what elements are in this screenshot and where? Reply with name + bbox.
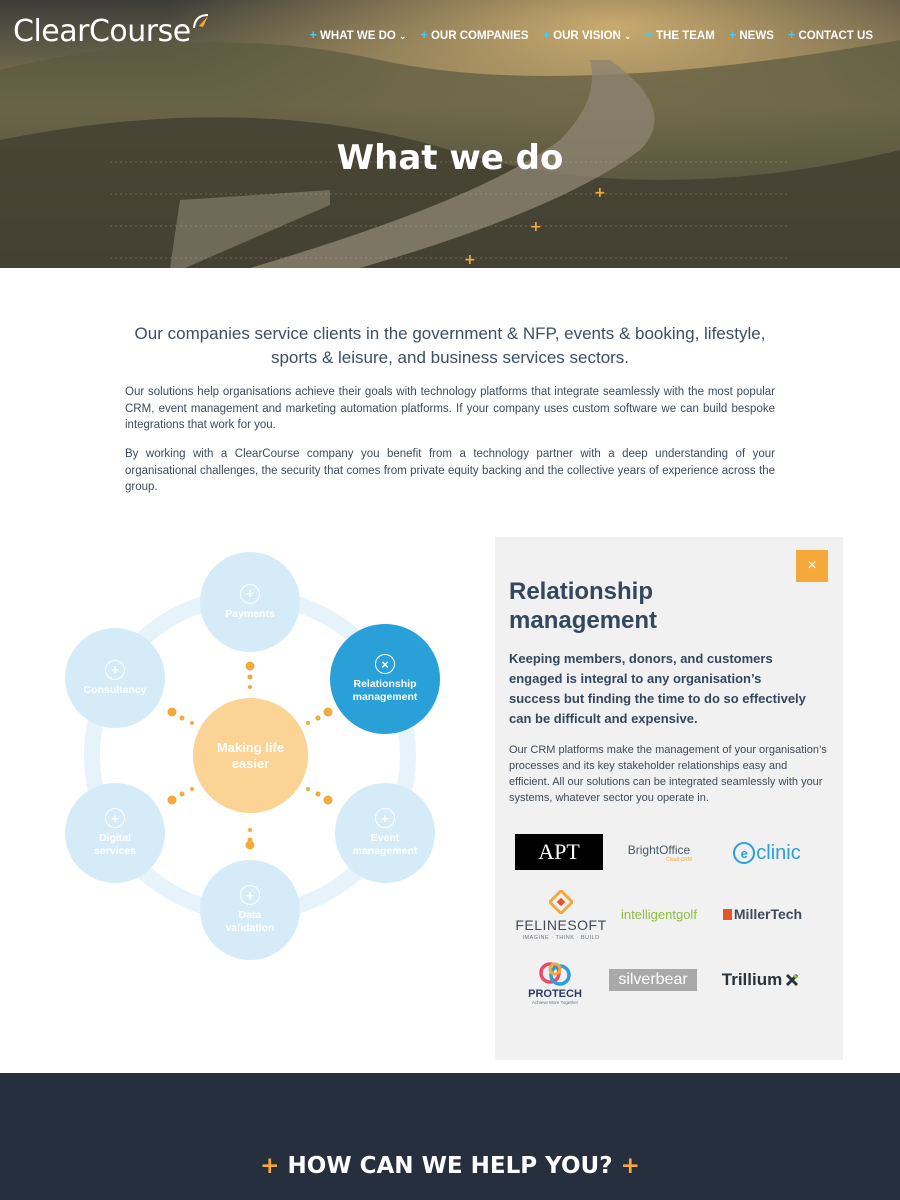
brand-tagline: Achieve More Together <box>531 999 579 1005</box>
node-label-line-1: Relationship <box>353 678 417 690</box>
nav-label: CONTACT US <box>798 30 873 42</box>
brand-name: PROTECH <box>528 987 582 1000</box>
panel-title: Relationship management <box>509 578 658 634</box>
node-payments[interactable] <box>200 552 300 652</box>
svg-text:+: + <box>594 185 606 201</box>
close-circle-icon: × <box>375 654 395 674</box>
center-label-line-2: easier <box>231 755 270 771</box>
close-icon: × <box>807 557 817 574</box>
plus-icon: + <box>260 1153 280 1179</box>
plus-circle-icon: + <box>375 808 395 828</box>
nav-label: THE TEAM <box>656 30 715 42</box>
nav-label: NEWS <box>739 30 774 42</box>
felinesoft-diamond-icon <box>549 890 573 914</box>
eclinic-e-icon: e <box>733 842 755 864</box>
nav-our-vision[interactable] <box>543 27 632 42</box>
plus-circle-icon: + <box>240 584 260 604</box>
compass-swoosh-icon <box>191 12 213 34</box>
plus-circle-icon: + <box>240 885 260 905</box>
clearcourse-logo[interactable] <box>13 14 191 49</box>
trillium-x-icon <box>785 973 799 987</box>
intro-lead: Our companies service clients in the government & NFP, events & booking, lifestyle, sports & leisure, and business services sectors. <box>134 324 766 367</box>
brand-name: Trillium <box>721 970 783 989</box>
brand-logo-protech[interactable] <box>515 953 595 1011</box>
plus-icon: + <box>787 27 796 42</box>
brand-name: APT <box>538 839 580 864</box>
plus-icon: + <box>542 27 551 42</box>
close-button[interactable] <box>796 550 828 582</box>
center-node-making-life-easier <box>193 698 308 813</box>
help-cta-band <box>0 1073 900 1200</box>
services-diagram <box>50 540 460 980</box>
node-data-validation[interactable] <box>200 860 300 960</box>
brand-name: intelligentgolf <box>621 906 697 922</box>
chevron-down-icon: ⌄ <box>398 31 407 41</box>
brand-name: silverbear <box>618 971 688 988</box>
node-label-line-1: Data <box>238 909 262 921</box>
main-nav <box>309 27 873 42</box>
plus-circle-icon: + <box>105 660 125 680</box>
brand-tagline: IMAGINE · THINK · BUILD <box>522 934 600 941</box>
plus-icon: + <box>420 27 428 42</box>
nav-our-companies[interactable] <box>420 27 528 42</box>
plus-icon: + <box>620 1153 640 1179</box>
nav-label: OUR COMPANIES <box>430 30 529 42</box>
svg-text:+: + <box>464 252 476 268</box>
brand-logo-intelligentgolf[interactable] <box>611 899 707 929</box>
intro-paragraph-1: Our solutions help organisations achieve their goals with technology platforms that integrate seamlessly with the most popular CRM, event management and marketing automation platforms. If your company uses custom software we can build bespoke integrations that work for you. <box>125 386 775 431</box>
nav-label: OUR VISION <box>553 30 621 42</box>
brand-name: FELINESOFT <box>515 916 607 933</box>
node-label-line-2: management <box>352 691 418 703</box>
svg-text:+: + <box>530 219 542 235</box>
node-event-management[interactable] <box>335 783 435 883</box>
nav-the-team[interactable] <box>645 27 714 42</box>
panel-body: Our CRM platforms make the management of your organisation’s processes and its key stakeholder relationships easy and efficient. All our solutions can be integrated seamlessly with your systems, whatever sector you operate in. <box>509 744 827 804</box>
nav-news[interactable] <box>729 27 774 42</box>
nav-contact-us[interactable] <box>788 27 873 42</box>
cta-title <box>0 1153 900 1179</box>
nav-what-we-do[interactable] <box>309 27 406 42</box>
nav-label: WHAT WE DO <box>320 30 396 42</box>
brand-logo-brightoffice[interactable] <box>611 837 707 869</box>
panel-lead: Keeping members, donors, and customers engaged is integral to any organisation’s success but finding the time to do so effectively can be difficult and expensive. <box>509 651 806 726</box>
node-relationship-management[interactable] <box>330 624 440 734</box>
node-label-line-1: Digital <box>98 832 132 844</box>
plus-icon: + <box>645 27 653 42</box>
intro-paragraph-2: By working with a ClearCourse company you benefit from a technology partner with a deep understanding of your organisational challenges, the security that comes from private equity backing and the collective years of experience across the group. <box>125 448 775 493</box>
brand-logo-silverbear[interactable] <box>609 969 697 991</box>
brand-logo-trillium[interactable] <box>713 967 808 993</box>
node-label-line-2: management <box>352 845 418 857</box>
node-consultancy[interactable] <box>65 628 165 728</box>
node-label: Consultancy <box>83 683 147 696</box>
brand-logo-eclinic[interactable] <box>717 837 817 869</box>
chevron-down-icon: ⌄ <box>623 31 632 41</box>
hero-banner <box>0 0 900 268</box>
millertech-mark-icon <box>723 909 732 920</box>
brand-tagline: Cloud CRM <box>666 857 692 863</box>
protech-rings-icon <box>535 960 575 988</box>
cta-title-text: HOW CAN WE HELP YOU? <box>287 1153 613 1179</box>
center-label-line-1: Making life <box>216 739 285 755</box>
page-title: What we do <box>336 138 564 178</box>
brand-logo-millertech[interactable] <box>715 899 810 929</box>
node-digital-services[interactable] <box>65 783 165 883</box>
service-detail-panel <box>495 537 843 1060</box>
brand-name: MillerTech <box>733 906 803 922</box>
brand-name: clinic <box>756 841 801 864</box>
logo-text: ClearCourse <box>13 14 191 49</box>
brand-name: BrightOffice <box>627 843 691 857</box>
plus-icon: + <box>309 27 318 42</box>
node-label: Payments <box>225 607 275 620</box>
brand-logo-felinesoft[interactable] <box>515 884 607 946</box>
plus-circle-icon: + <box>105 808 125 828</box>
plus-icon: + <box>728 27 737 42</box>
node-label-line-1: Event <box>370 832 400 844</box>
node-label-line-2: validation <box>225 922 275 934</box>
brand-logo-apt[interactable] <box>515 834 603 870</box>
node-label-line-2: services <box>93 845 137 857</box>
